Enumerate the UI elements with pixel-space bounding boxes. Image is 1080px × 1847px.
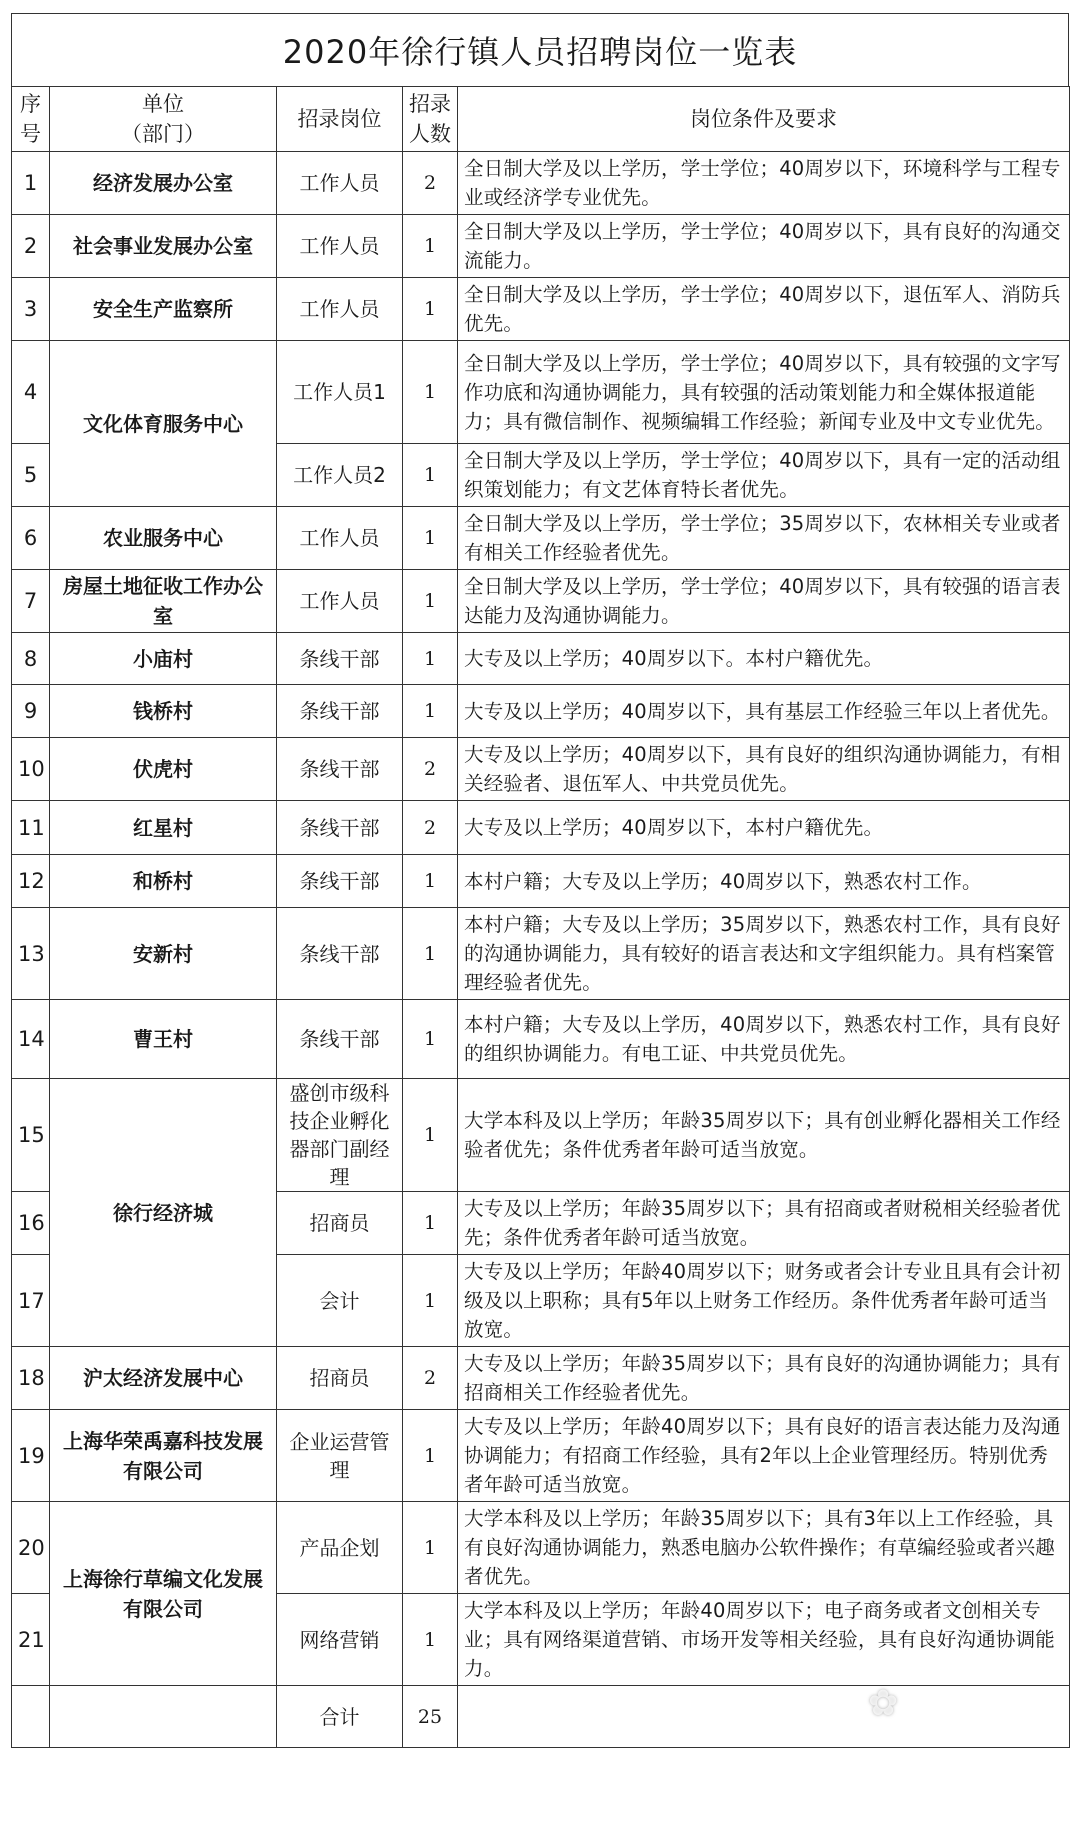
row-count: 2	[403, 738, 458, 801]
row-index: 3	[12, 278, 50, 341]
row-position: 条线干部	[277, 633, 403, 685]
row-position: 会计	[277, 1255, 403, 1347]
table-row	[12, 685, 1070, 738]
row-position: 企业运营管理	[277, 1410, 403, 1502]
row-index: 1	[12, 152, 50, 215]
row-position: 工作人员1	[277, 341, 403, 444]
total-row	[12, 1686, 1070, 1748]
table-row	[12, 1410, 1070, 1502]
header-requirements: 岗位条件及要求	[458, 87, 1070, 152]
total-index-empty	[12, 1686, 50, 1748]
row-position: 工作人员	[277, 570, 403, 633]
row-count: 1	[403, 278, 458, 341]
table-row	[12, 341, 1070, 444]
row-index: 13	[12, 908, 50, 1000]
row-index: 21	[12, 1594, 50, 1686]
row-requirements: 本村户籍；大专及以上学历，40周岁以下，熟悉农村工作，具有良好的组织协调能力。有电工证、中共党员优先。	[458, 1000, 1070, 1079]
table-row	[12, 1000, 1070, 1079]
row-count: 1	[403, 1255, 458, 1347]
row-count: 1	[403, 908, 458, 1000]
row-index: 11	[12, 801, 50, 855]
row-unit: 曹王村	[50, 1000, 277, 1079]
row-position: 工作人员	[277, 278, 403, 341]
row-unit: 沪太经济发展中心	[50, 1347, 277, 1410]
table-row	[12, 1347, 1070, 1410]
row-requirements: 大专及以上学历；年龄40周岁以下；财务或者会计专业且具有会计初级及以上职称；具有5年以上财务工作经历。条件优秀者年龄可适当放宽。	[458, 1255, 1070, 1347]
row-position: 条线干部	[277, 801, 403, 855]
header-index: 序号	[12, 87, 50, 152]
table-row	[12, 855, 1070, 908]
watermark-icon: ✿	[868, 1683, 899, 1724]
row-unit: 上海徐行草编文化发展有限公司	[50, 1502, 277, 1686]
row-count: 1	[403, 685, 458, 738]
row-requirements: 大专及以上学历；年龄40周岁以下；具有良好的语言表达能力及沟通协调能力；有招商工作经验，具有2年以上企业管理经历。特别优秀者年龄可适当放宽。	[458, 1410, 1070, 1502]
row-position: 条线干部	[277, 738, 403, 801]
header-position: 招录岗位	[277, 87, 403, 152]
row-unit: 房屋土地征收工作办公室	[50, 570, 277, 633]
row-count: 1	[403, 855, 458, 908]
row-requirements: 大专及以上学历；40周岁以下，具有基层工作经验三年以上者优先。	[458, 685, 1070, 738]
row-unit: 上海华荣禹嘉科技发展有限公司	[50, 1410, 277, 1502]
row-requirements: 大专及以上学历；40周岁以下。本村户籍优先。	[458, 633, 1070, 685]
row-position: 工作人员	[277, 215, 403, 278]
table-row	[12, 1502, 1070, 1594]
row-requirements: 大专及以上学历；年龄35周岁以下；具有招商或者财税相关经验者优先；条件优秀者年龄可适当放宽。	[458, 1192, 1070, 1255]
table-row	[12, 801, 1070, 855]
row-unit: 文化体育服务中心	[50, 341, 277, 507]
row-requirements: 全日制大学及以上学历，学士学位；35周岁以下，农林相关专业或者有相关工作经验者优先。	[458, 507, 1070, 570]
table-row	[12, 507, 1070, 570]
row-unit: 安新村	[50, 908, 277, 1000]
row-index: 4	[12, 341, 50, 444]
row-position: 工作人员	[277, 152, 403, 215]
row-index: 10	[12, 738, 50, 801]
row-count: 1	[403, 1079, 458, 1192]
row-unit: 社会事业发展办公室	[50, 215, 277, 278]
row-position: 招商员	[277, 1192, 403, 1255]
table-row	[12, 738, 1070, 801]
row-count: 1	[403, 633, 458, 685]
table-row	[12, 633, 1070, 685]
row-unit: 小庙村	[50, 633, 277, 685]
row-requirements: 全日制大学及以上学历，学士学位；40周岁以下，具有较强的文字写作功底和沟通协调能力，具有较强的活动策划能力和全媒体报道能力；具有微信制作、视频编辑工作经验；新闻专业及中文专业优先。	[458, 341, 1070, 444]
row-index: 18	[12, 1347, 50, 1410]
row-requirements: 大学本科及以上学历；年龄40周岁以下；电子商务或者文创相关专业；具有网络渠道营销、市场开发等相关经验，具有良好沟通协调能力。	[458, 1594, 1070, 1686]
row-count: 1	[403, 1502, 458, 1594]
row-index: 19	[12, 1410, 50, 1502]
row-position: 网络营销	[277, 1594, 403, 1686]
positions-table	[11, 86, 1070, 1748]
header-row	[12, 87, 1070, 152]
row-count: 1	[403, 570, 458, 633]
page-title: 2020年徐行镇人员招聘岗位一览表	[11, 13, 1069, 86]
row-index: 16	[12, 1192, 50, 1255]
row-unit: 伏虎村	[50, 738, 277, 801]
row-index: 6	[12, 507, 50, 570]
row-requirements: 全日制大学及以上学历，学士学位；40周岁以下，具有一定的活动组织策划能力；有文艺体育特长者优先。	[458, 444, 1070, 507]
row-position: 招商员	[277, 1347, 403, 1410]
row-requirements: 全日制大学及以上学历，学士学位；40周岁以下，环境科学与工程专业或经济学专业优先。	[458, 152, 1070, 215]
header-unit: 单位 （部门）	[50, 87, 277, 152]
row-position: 条线干部	[277, 855, 403, 908]
row-index: 12	[12, 855, 50, 908]
row-count: 1	[403, 1594, 458, 1686]
row-index: 5	[12, 444, 50, 507]
row-requirements: 大专及以上学历；40周岁以下，本村户籍优先。	[458, 801, 1070, 855]
row-count: 2	[403, 801, 458, 855]
row-requirements: 大专及以上学历；40周岁以下，具有良好的组织沟通协调能力，有相关经验者、退伍军人、中共党员优先。	[458, 738, 1070, 801]
row-count: 2	[403, 1347, 458, 1410]
row-position: 盛创市级科技企业孵化器部门副经理	[277, 1079, 403, 1192]
row-unit: 安全生产监察所	[50, 278, 277, 341]
row-unit: 徐行经济城	[50, 1079, 277, 1347]
row-position: 工作人员	[277, 507, 403, 570]
row-position: 工作人员2	[277, 444, 403, 507]
row-requirements: 全日制大学及以上学历，学士学位；40周岁以下，退伍军人、消防兵优先。	[458, 278, 1070, 341]
row-index: 7	[12, 570, 50, 633]
row-count: 1	[403, 507, 458, 570]
row-index: 8	[12, 633, 50, 685]
row-requirements: 大专及以上学历；年龄35周岁以下；具有良好的沟通协调能力；具有招商相关工作经验者优先。	[458, 1347, 1070, 1410]
table-row	[12, 1079, 1070, 1192]
row-unit: 农业服务中心	[50, 507, 277, 570]
row-count: 1	[403, 1000, 458, 1079]
total-requirements-empty	[458, 1686, 1070, 1748]
table-row	[12, 908, 1070, 1000]
row-requirements: 大学本科及以上学历；年龄35周岁以下；具有创业孵化器相关工作经验者优先；条件优秀者年龄可适当放宽。	[458, 1079, 1070, 1192]
row-unit: 和桥村	[50, 855, 277, 908]
row-count: 1	[403, 341, 458, 444]
total-label: 合计	[277, 1686, 403, 1748]
row-requirements: 全日制大学及以上学历，学士学位；40周岁以下，具有较强的语言表达能力及沟通协调能力。	[458, 570, 1070, 633]
table-row	[12, 278, 1070, 341]
row-requirements: 大学本科及以上学历；年龄35周岁以下；具有3年以上工作经验，具有良好沟通协调能力，熟悉电脑办公软件操作；有草编经验或者兴趣者优先。	[458, 1502, 1070, 1594]
total-count: 25	[403, 1686, 458, 1748]
row-index: 17	[12, 1255, 50, 1347]
row-count: 2	[403, 152, 458, 215]
row-index: 2	[12, 215, 50, 278]
row-position: 产品企划	[277, 1502, 403, 1594]
row-index: 9	[12, 685, 50, 738]
row-count: 1	[403, 215, 458, 278]
row-count: 1	[403, 444, 458, 507]
row-position: 条线干部	[277, 685, 403, 738]
row-requirements: 本村户籍；大专及以上学历；35周岁以下，熟悉农村工作，具有良好的沟通协调能力，具有较好的语言表达和文字组织能力。具有档案管理经验者优先。	[458, 908, 1070, 1000]
row-index: 15	[12, 1079, 50, 1192]
table-row	[12, 570, 1070, 633]
table-row	[12, 152, 1070, 215]
header-count: 招录 人数	[403, 87, 458, 152]
row-unit: 经济发展办公室	[50, 152, 277, 215]
row-requirements: 本村户籍；大专及以上学历；40周岁以下，熟悉农村工作。	[458, 855, 1070, 908]
row-unit: 红星村	[50, 801, 277, 855]
row-unit: 钱桥村	[50, 685, 277, 738]
row-position: 条线干部	[277, 908, 403, 1000]
row-count: 1	[403, 1410, 458, 1502]
table-row	[12, 215, 1070, 278]
total-unit-empty	[50, 1686, 277, 1748]
row-requirements: 全日制大学及以上学历，学士学位；40周岁以下，具有良好的沟通交流能力。	[458, 215, 1070, 278]
row-index: 14	[12, 1000, 50, 1079]
recruitment-sheet	[11, 13, 1069, 1748]
row-index: 20	[12, 1502, 50, 1594]
row-position: 条线干部	[277, 1000, 403, 1079]
row-count: 1	[403, 1192, 458, 1255]
